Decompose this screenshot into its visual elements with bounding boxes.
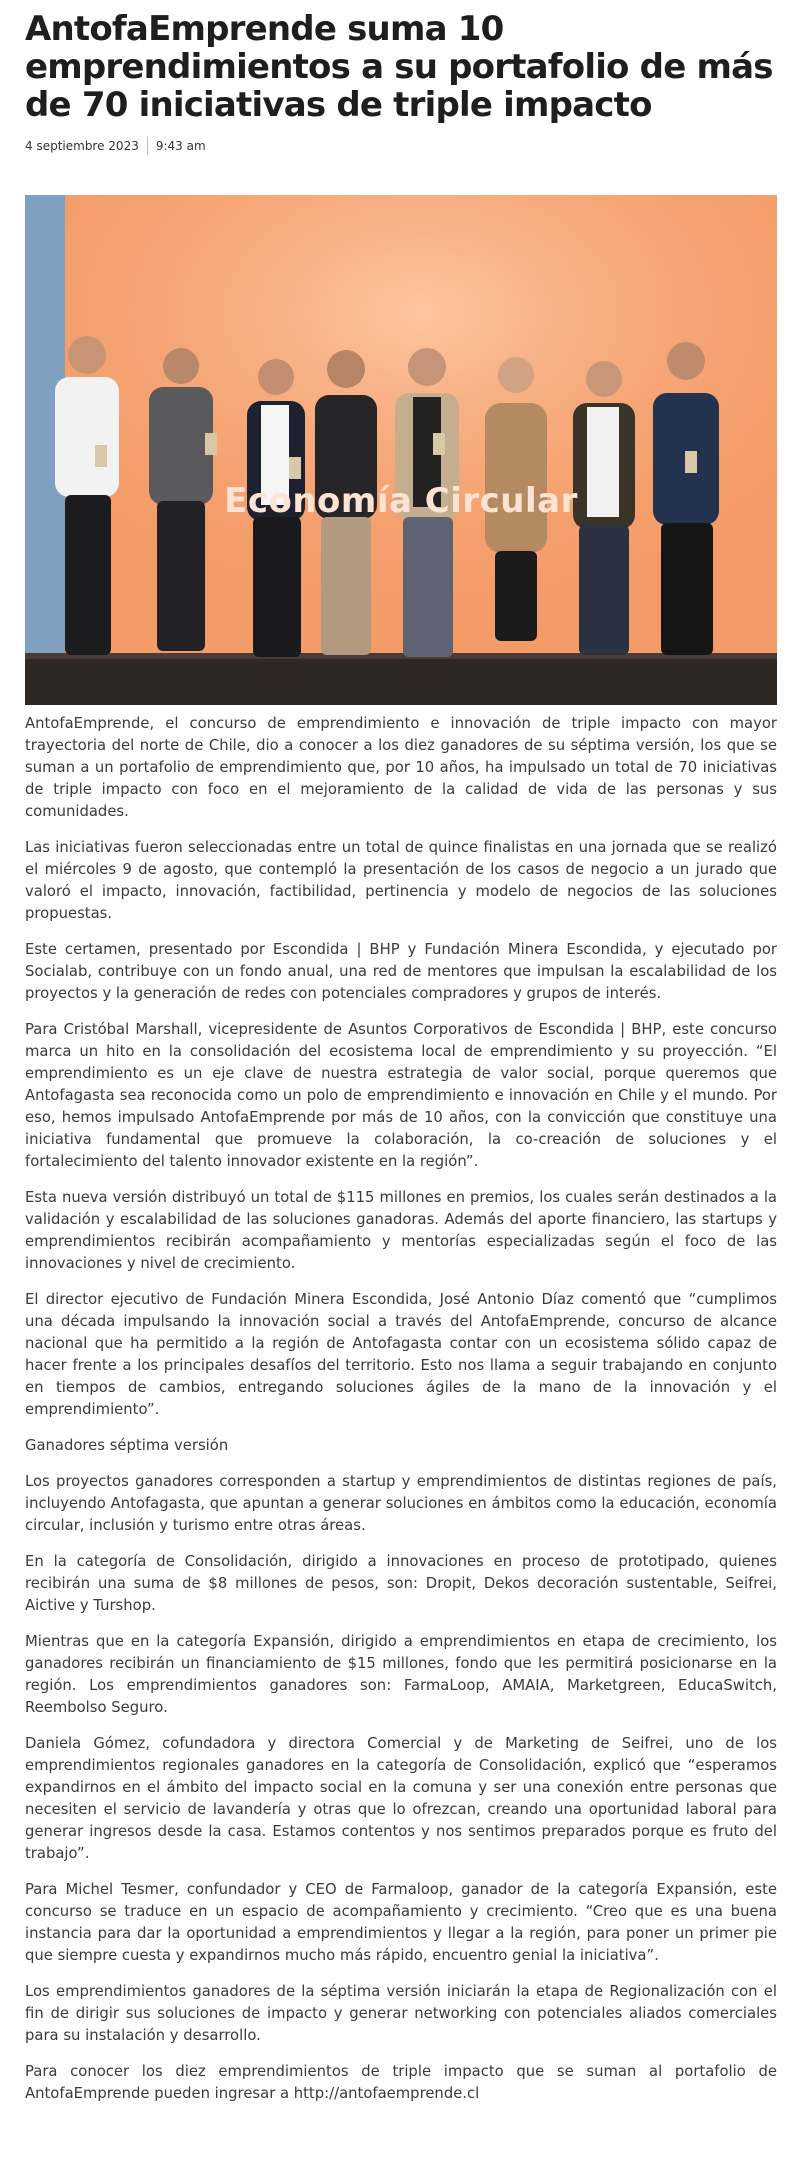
article-body [25,713,777,2105]
article-paragraph: AntofaEmprende, el concurso de emprendimiento e innovación de triple impacto con mayor trayectoria del norte de Chile, dio a conocer a los diez ganadores de su séptima versión, los que se suman a un portafolio de emprendimiento que, por 10 años, ha impulsado un total de 70 iniciativas de triple impacto con foco en el mejoramiento de la calidad de vida de las personas y sus comunidades. [25,715,777,820]
article-paragraph: Las iniciativas fueron seleccionadas entre un total de quince finalistas en una jornada que se realizó el miércoles 9 de agosto, que contempló la presentación de los casos de negocio a un jurado que valoró el impacto, innovación, factibilidad, pertinencia y modelo de negocios de las soluciones propuestas. [25,839,777,922]
article-paragraph: Esta nueva versión distribuyó un total de $115 millones en premios, los cuales serán destinados a la validación y escalabilidad de las soluciones ganadoras. Además del aporte financiero, las startups y emprendimientos recibirán acompañamiento y mentorías especializadas según el foco de las innovaciones y nivel de crecimiento. [25,1189,777,1272]
photo-illustration [25,195,777,705]
article-paragraph: Este certamen, presentado por Escondida | BHP y Fundación Minera Escondida, y ejecutado por Socialab, contribuye con un fondo anual, una red de mentores que impulsan la escalabilidad de los proyectos y la generación de redes con potenciales compradores y grupos de interés. [25,941,777,1002]
article-paragraph: Los proyectos ganadores corresponden a startup y emprendimientos de distintas regiones de país, incluyendo Antofagasta, que apuntan a generar soluciones en ámbitos como la educación, economía circular, inclusión y turismo entre otras áreas. [25,1473,777,1534]
article [25,0,777,2102]
article-paragraph: Los emprendimientos ganadores de la séptima versión iniciarán la etapa de Regionalización con el fin de dirigir sus soluciones de impacto y generar networking con potenciales aliados comerciales para su instalación y desarrollo. [25,1983,777,2044]
article-paragraph: En la categoría de Consolidación, dirigido a innovaciones en proceso de prototipado, quienes recibirán una suma de $8 millones de pesos, son: Dropit, Dekos decoración sustentable, Seifrei, Aictive y Turshop. [25,1553,777,1614]
article-paragraph: Para conocer los diez emprendimientos de triple impacto que se suman al portafolio de AntofaEmprende pueden ingresar a http://antofaemprende.cl [25,2063,777,2102]
article-paragraph: Para Michel Tesmer, confundador y CEO de Farmaloop, ganador de la categoría Expansión, este concurso se traduce en un espacio de acompañamiento y crecimiento. “Creo que es una buena instancia para dar la oportunidad a emprendimientos y llegar a la región, para poner un primer pie que siempre cuesta y expandirnos mucho más rápido, encuentro genial la iniciativa”. [25,1881,777,1964]
article-meta [25,137,777,155]
article-paragraph: Daniela Gómez, cofundadora y directora Comercial y de Marketing de Seifrei, uno de los emprendimientos regionales ganadores en la categoría de Consolidación, explicó que “esperamos expandirnos en el ámbito del impacto social en la comuna y ser una conexión entre personas que necesiten el servicio de lavandería y otras que lo ofrezcan, creando una oportunidad laboral para generar ingresos desde la casa. Estamos contentos y nos sentimos preparados porque es fruto del trabajo”. [25,1735,777,1862]
article-paragraph: Mientras que en la categoría Expansión, dirigido a emprendimientos en etapa de crecimiento, los ganadores recibirán un financiamiento de $15 millones, fondo que les permitirá posicionarse en la región. Los emprendimientos ganadores son: FarmaLoop, AMAIA, Marketgreen, EducaSwitch, Reembolso Seguro. [25,1633,777,1716]
article-photo [25,195,777,705]
photo-backdrop-text: Economía Circular [224,481,578,521]
article-paragraph: El director ejecutivo de Fundación Minera Escondida, José Antonio Díaz comentó que “cumplimos una década impulsando la innovación social a través del AntofaEmprende, concurso de alcance nacional que ha permitido a la región de Antofagasta contar con un ecosistema sólido capaz de hacer frente a los principales desafíos del territorio. Esto nos llama a seguir trabajando en conjunto en tiempos de cambios, entregando soluciones ágiles de la mano de la innovación y el emprendimiento”. [25,1291,777,1418]
article-time: 9:43 am [155,139,206,153]
article-title: AntofaEmprende suma 10 emprendimientos a su portafolio de más de 70 iniciativas de triple impacto [25,9,773,125]
article-paragraph: Para Cristóbal Marshall, vicepresidente de Asuntos Corporativos de Escondida | BHP, este concurso marca un hito en la consolidación del ecosistema local de emprendimiento y su proyección. “El emprendimiento es un eje clave de nuestra estrategia de valor social, porque queremos que Antofagasta sea reconocida como un polo de emprendimiento e innovación en Chile y el mundo. Por eso, hemos impulsado AntofaEmprende por más de 10 años, con la convicción que constituye una iniciativa fundamental que promueve la colaboración, la co-creación de soluciones y el fortalecimiento del talento innovador existente en la región”. [25,1021,777,1170]
section-heading: Ganadores séptima versión [25,1437,229,1454]
meta-divider [147,137,148,155]
article-date: 4 septiembre 2023 [25,139,139,153]
